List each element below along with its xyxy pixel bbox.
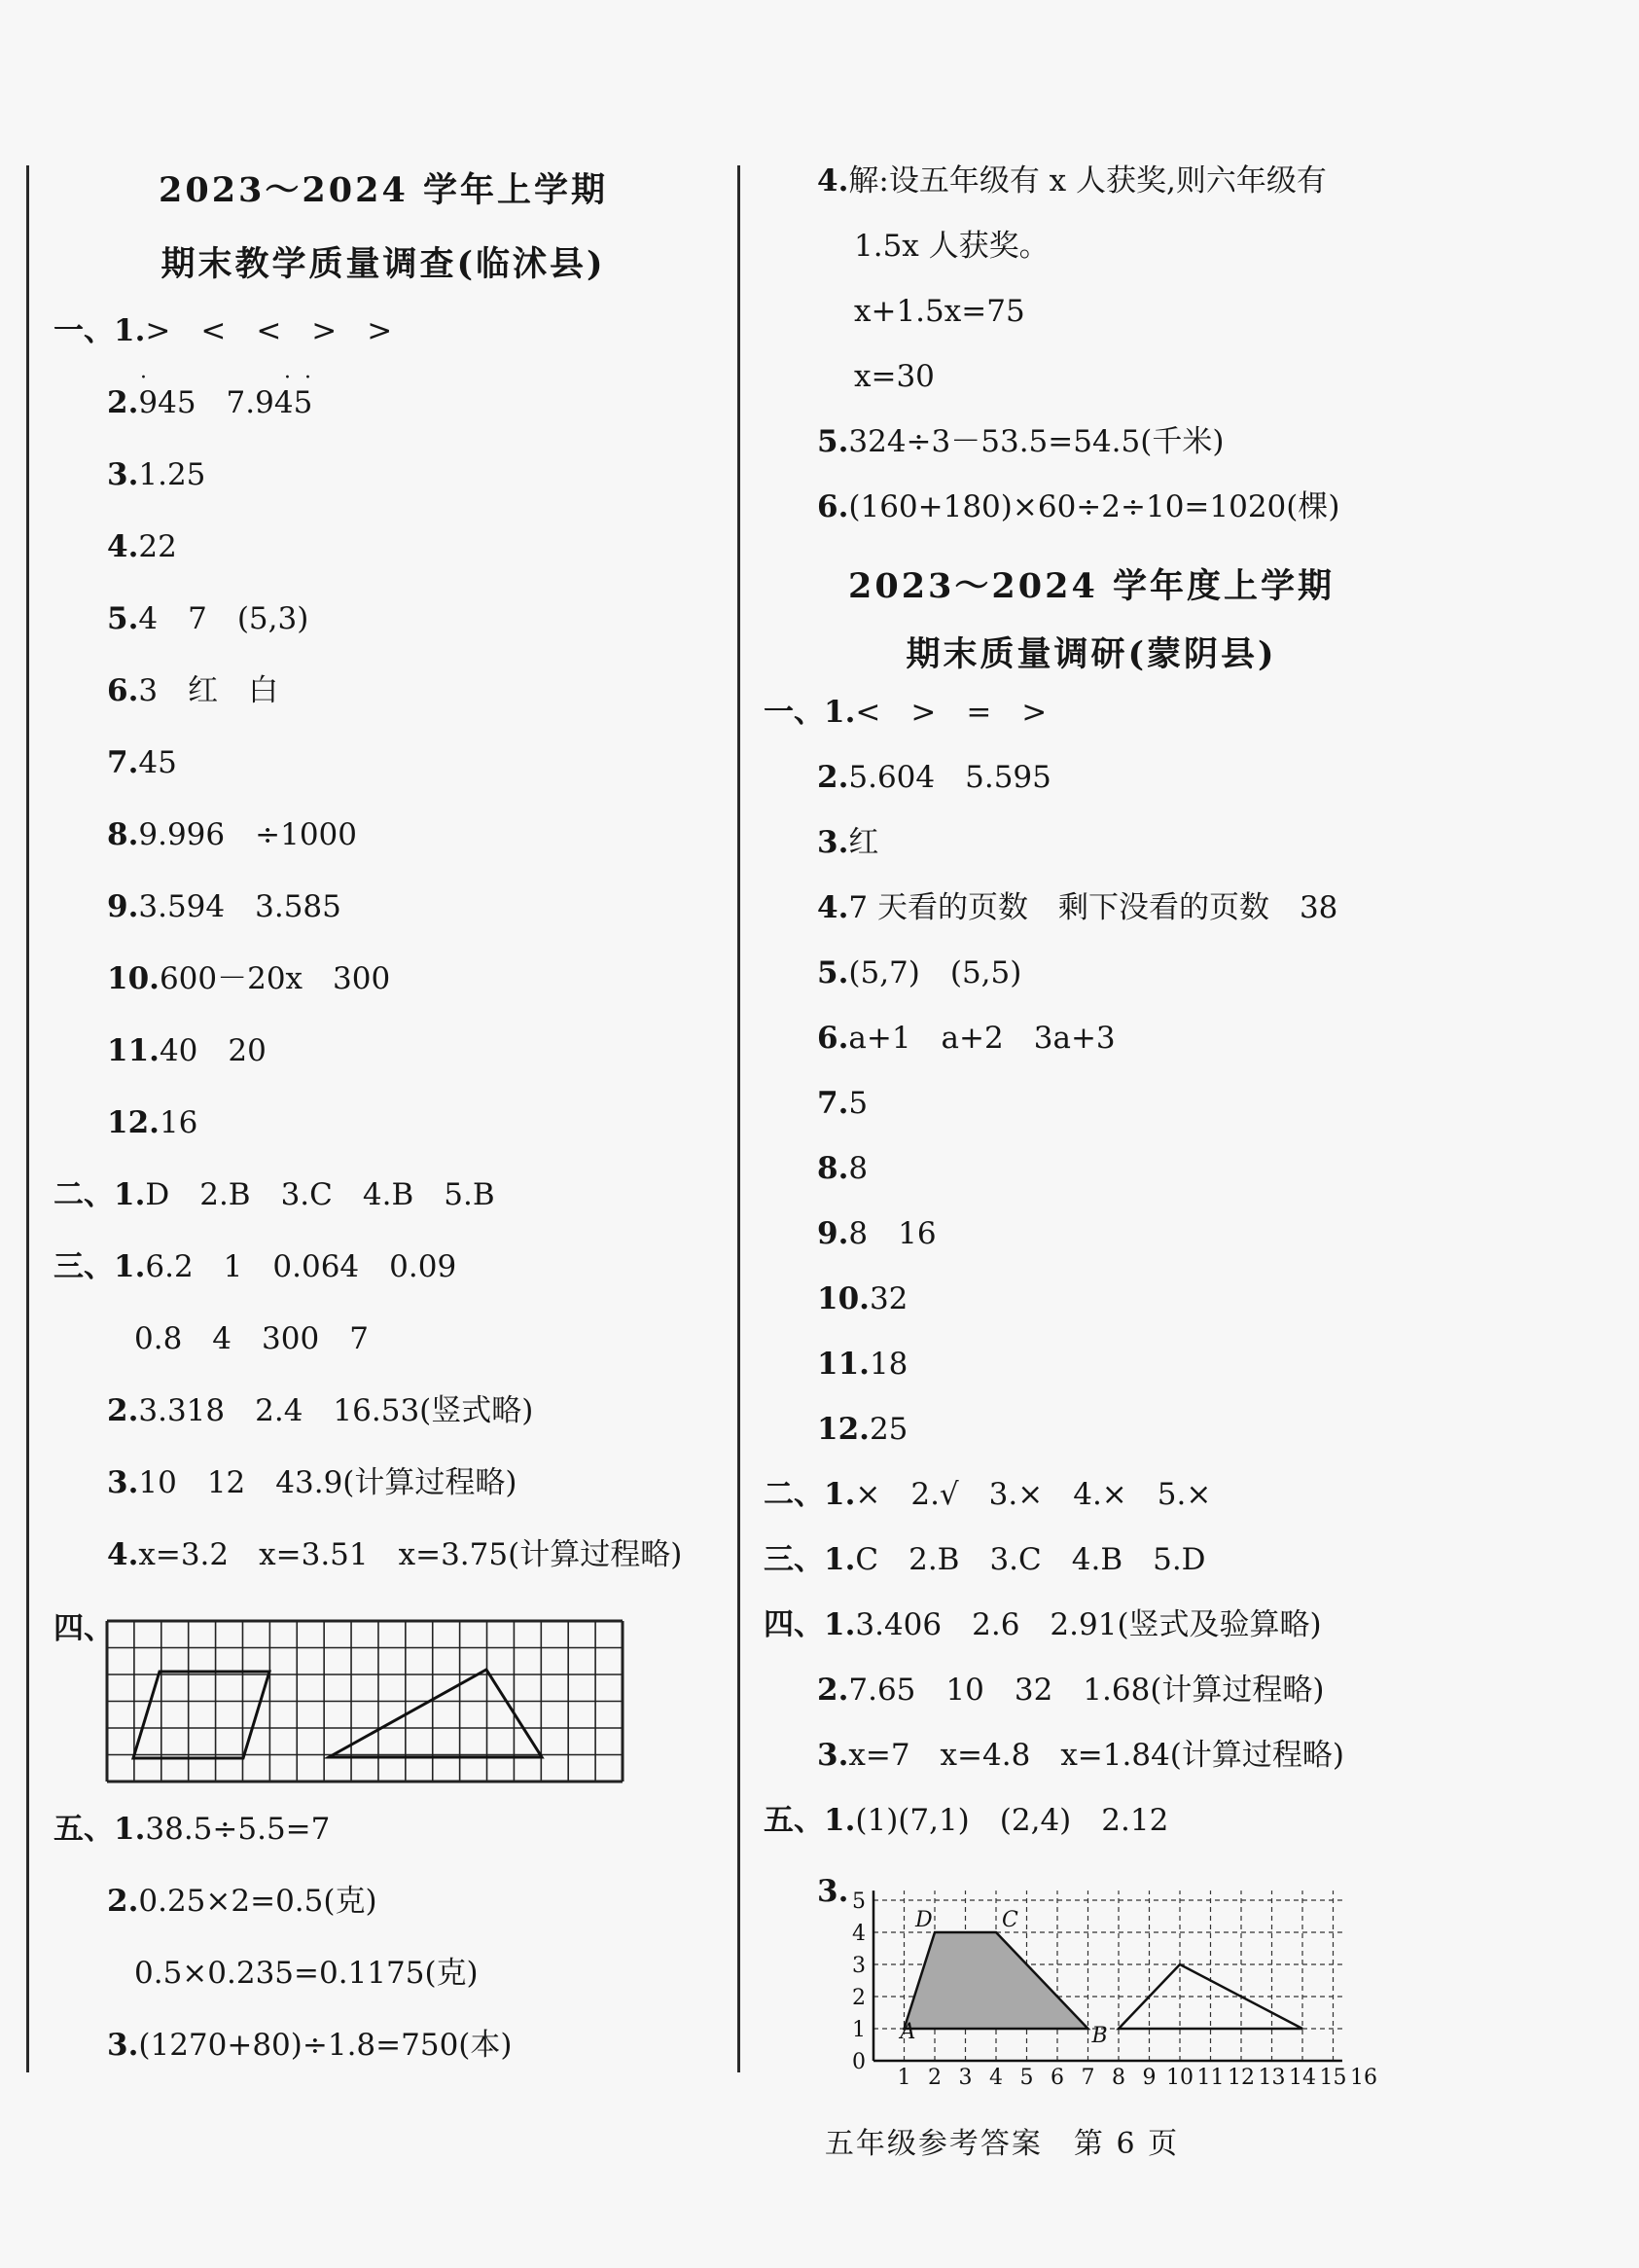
item-answer: 5 — [848, 1086, 869, 1121]
answer-line — [107, 1031, 267, 1070]
item-answer: 3.318 2.4 16.53(竖式略) — [138, 1393, 534, 1428]
answer-line — [817, 487, 1339, 526]
item-answer: 5.604 5.595 — [848, 760, 1051, 795]
item-number: 2. — [817, 760, 849, 795]
item-number: 五、1. — [764, 1803, 856, 1838]
vertex-label-c: C — [1002, 1908, 1018, 1932]
item-answer: 1.25 — [138, 457, 206, 492]
triangle — [329, 1670, 542, 1757]
item-number: 三、1. — [53, 1249, 146, 1284]
parallelogram — [133, 1672, 269, 1758]
item-number: 6. — [107, 673, 139, 708]
item-answer: 16 — [159, 1105, 198, 1140]
item-number: 9. — [107, 889, 139, 924]
item-number: 4. — [817, 163, 849, 198]
item-answer: 7.65 10 32 1.68(计算过程略) — [848, 1673, 1325, 1708]
answer-line — [817, 1149, 868, 1188]
answer-line — [817, 1872, 848, 1911]
answer-line — [817, 1671, 1325, 1710]
answer-line — [854, 357, 935, 396]
item-answer: 红 — [848, 825, 879, 860]
answer-line — [134, 1954, 479, 1993]
item-number: 5. — [817, 424, 849, 459]
answer-line — [107, 1103, 197, 1142]
item-number: 10. — [817, 1281, 870, 1316]
y-tick-label: 4 — [852, 1922, 866, 1946]
item-number: 一、1. — [764, 695, 856, 730]
repeating-dot: · — [304, 366, 311, 390]
coordinate-graph — [846, 1876, 1377, 2090]
item-number: 3. — [107, 1465, 139, 1500]
item-number: 二、1. — [764, 1477, 856, 1512]
x-tick-label: 8 — [1112, 2066, 1125, 2090]
right-title-exam: 期末质量调研(蒙阴县) — [906, 634, 1277, 674]
item-number: 2. — [107, 1884, 139, 1919]
answer-line — [817, 1084, 868, 1123]
x-tick-label: 14 — [1289, 2066, 1316, 2090]
answer-line — [854, 292, 1025, 331]
item-number: 2. — [107, 385, 139, 420]
trapezoid-abcd — [905, 1932, 1088, 2029]
item-answer: 7 天看的页数 剩下没看的页数 38 — [848, 890, 1338, 925]
answer-line — [107, 1882, 377, 1921]
answer-line — [817, 162, 1327, 200]
item-number: 4. — [107, 1537, 139, 1572]
item-answer: 9.996 ÷1000 — [138, 817, 357, 852]
answer-line — [817, 888, 1337, 927]
answer-line — [107, 455, 205, 494]
answer-line — [817, 1019, 1116, 1058]
item-answer: (160+180)×60÷2÷10=1020(棵) — [848, 489, 1340, 524]
item-answer: x=7 x=4.8 x=1.84(计算过程略) — [848, 1738, 1344, 1773]
answer-line — [817, 954, 1021, 992]
answer-line — [53, 1810, 330, 1849]
right-title-year: 2023～2024 学年度上学期 — [847, 566, 1336, 606]
y-tick-label: 0 — [852, 2050, 866, 2074]
column-divider — [737, 165, 740, 2072]
answer-line — [817, 758, 1051, 797]
x-tick-label: 16 — [1350, 2066, 1377, 2090]
y-tick-label: 5 — [852, 1890, 866, 1914]
answer-line — [817, 1345, 908, 1384]
item-number: 12. — [107, 1105, 160, 1140]
item-number: 4. — [817, 890, 849, 925]
x-tick-label: 13 — [1258, 2066, 1286, 2090]
repeating-dot: · — [140, 366, 147, 390]
item-number: 4. — [107, 529, 139, 564]
item-answer: 40 20 — [159, 1033, 267, 1068]
item-answer: a+1 a+2 3a+3 — [848, 1021, 1116, 1056]
x-tick-label: 1 — [897, 2066, 911, 2090]
y-tick-label: 3 — [852, 1954, 866, 1978]
item-answer: 1.5x 人获奖。 — [854, 229, 1050, 264]
item-answer: 25 — [869, 1412, 909, 1447]
item-number: 7. — [817, 1086, 849, 1121]
item-number: 3. — [817, 825, 849, 860]
answer-line — [53, 1175, 495, 1214]
item-answer: 18 — [869, 1347, 909, 1382]
item-number: 5. — [107, 601, 139, 636]
item-answer: 45 — [138, 745, 177, 780]
item-number: 四、 — [53, 1611, 114, 1646]
item-number: 12. — [817, 1412, 870, 1447]
item-answer: (1270+80)÷1.8=750(本) — [138, 2028, 513, 2063]
x-tick-label: 9 — [1142, 2066, 1157, 2090]
answer-line — [107, 383, 312, 422]
item-number: 3. — [817, 1738, 849, 1773]
x-tick-label: 12 — [1228, 2066, 1255, 2090]
item-number: 11. — [817, 1347, 870, 1382]
answer-line — [764, 1801, 1168, 1840]
item-number: 四、1. — [764, 1607, 856, 1642]
answer-line — [107, 1391, 533, 1430]
item-answer: x=3.2 x=3.51 x=3.75(计算过程略) — [138, 1537, 683, 1572]
vertex-label-b: B — [1091, 2024, 1108, 2048]
y-tick-label: 1 — [852, 2018, 866, 2042]
page-footer: 五年级参考答案 第 6 页 — [824, 2127, 1180, 2161]
item-answer: x=30 — [854, 359, 935, 394]
item-answer: × 2.√ 3.× 4.× 5.× — [855, 1477, 1212, 1512]
item-answer: 945 7.945 — [138, 385, 313, 420]
left-grid-drawing — [105, 1619, 630, 1784]
item-answer: 4 7 (5,3) — [138, 601, 309, 636]
item-number: 8. — [107, 817, 139, 852]
answer-line — [817, 1410, 908, 1449]
answer-line — [107, 887, 341, 926]
y-tick-label: 2 — [852, 1986, 866, 2010]
answer-line — [107, 2026, 512, 2065]
item-number: 5. — [817, 955, 849, 990]
item-answer: 6.2 1 0.064 0.09 — [145, 1249, 457, 1284]
vertex-label-a: A — [900, 2020, 916, 2044]
answer-line — [53, 311, 392, 350]
answer-line — [764, 1540, 1206, 1579]
item-answer: 32 — [869, 1281, 909, 1316]
answer-line — [107, 1535, 682, 1574]
answer-line — [764, 1605, 1322, 1644]
x-tick-label: 6 — [1051, 2066, 1064, 2090]
answer-line — [817, 422, 1224, 461]
item-number: 3. — [817, 1874, 849, 1909]
item-answer: 8 — [848, 1151, 869, 1186]
x-tick-label: 2 — [928, 2066, 942, 2090]
item-answer: 22 — [138, 529, 177, 564]
answer-line — [817, 1736, 1344, 1775]
item-answer: 10 12 43.9(计算过程略) — [138, 1465, 517, 1500]
item-answer: 3.406 2.6 2.91(竖式及验算略) — [855, 1607, 1322, 1642]
x-tick-label: 4 — [989, 2066, 1003, 2090]
item-number: 11. — [107, 1033, 160, 1068]
item-answer: 8 16 — [848, 1216, 937, 1251]
x-tick-label: 10 — [1166, 2066, 1194, 2090]
item-answer: 324÷3－53.5=54.5(千米) — [848, 424, 1225, 459]
item-number: 10. — [107, 961, 160, 996]
item-number: 8. — [817, 1151, 849, 1186]
vertex-label-d: D — [915, 1908, 933, 1932]
item-number: 3. — [107, 2028, 139, 2063]
item-answer: 38.5÷5.5=7 — [145, 1812, 331, 1847]
answer-line — [817, 1279, 908, 1318]
item-answer: 3 红 白 — [138, 673, 279, 708]
left-title-exam: 期末教学质量调查(临沭县) — [160, 244, 606, 284]
item-number: 二、1. — [53, 1177, 146, 1212]
x-tick-label: 15 — [1319, 2066, 1347, 2090]
item-answer: > < < > > — [145, 313, 393, 348]
item-number: 一、1. — [53, 313, 146, 348]
answer-line — [134, 1319, 369, 1358]
answer-line — [107, 671, 278, 710]
answer-line — [817, 823, 878, 862]
item-answer: 600－20x 300 — [159, 961, 391, 996]
item-number: 6. — [817, 489, 849, 524]
answer-line — [817, 1214, 937, 1253]
x-tick-label: 3 — [958, 2066, 973, 2090]
item-answer: < > = > — [855, 695, 1048, 730]
item-number: 6. — [817, 1021, 849, 1056]
item-number: 7. — [107, 745, 139, 780]
item-answer: x+1.5x=75 — [854, 294, 1025, 329]
answer-line — [107, 815, 357, 854]
x-tick-label: 5 — [1019, 2066, 1034, 2090]
answer-line — [53, 1247, 456, 1286]
item-number: 2. — [817, 1673, 849, 1708]
item-answer: 3.594 3.585 — [138, 889, 341, 924]
answer-line — [854, 227, 1050, 266]
answer-line — [107, 1463, 517, 1502]
x-tick-label: 11 — [1196, 2066, 1225, 2090]
x-tick-label: 7 — [1081, 2066, 1095, 2090]
answer-line — [764, 1475, 1211, 1514]
left-title-year: 2023～2024 学年上学期 — [158, 170, 609, 210]
item-answer: (1)(7,1) (2,4) 2.12 — [855, 1803, 1169, 1838]
item-answer: C 2.B 3.C 4.B 5.D — [855, 1542, 1206, 1577]
answer-line — [107, 527, 177, 566]
item-number: 9. — [817, 1216, 849, 1251]
repeating-dot: · — [284, 366, 291, 390]
item-answer: 0.5×0.235=0.1175(克) — [134, 1956, 479, 1991]
answer-line — [107, 959, 390, 998]
item-answer: D 2.B 3.C 4.B 5.B — [145, 1177, 495, 1212]
item-answer: 解:设五年级有 x 人获奖,则六年级有 — [848, 163, 1327, 198]
left-margin-rule — [26, 165, 29, 2072]
item-number: 五、1. — [53, 1812, 146, 1847]
item-answer: 0.25×2=0.5(克) — [138, 1884, 377, 1919]
item-answer: (5,7) (5,5) — [848, 955, 1022, 990]
item-number: 2. — [107, 1393, 139, 1428]
item-number: 3. — [107, 457, 139, 492]
answer-line — [107, 599, 308, 638]
answer-line — [107, 743, 177, 782]
item-answer: 0.8 4 300 7 — [134, 1321, 369, 1356]
answer-line — [764, 693, 1047, 732]
item-number: 三、1. — [764, 1542, 856, 1577]
